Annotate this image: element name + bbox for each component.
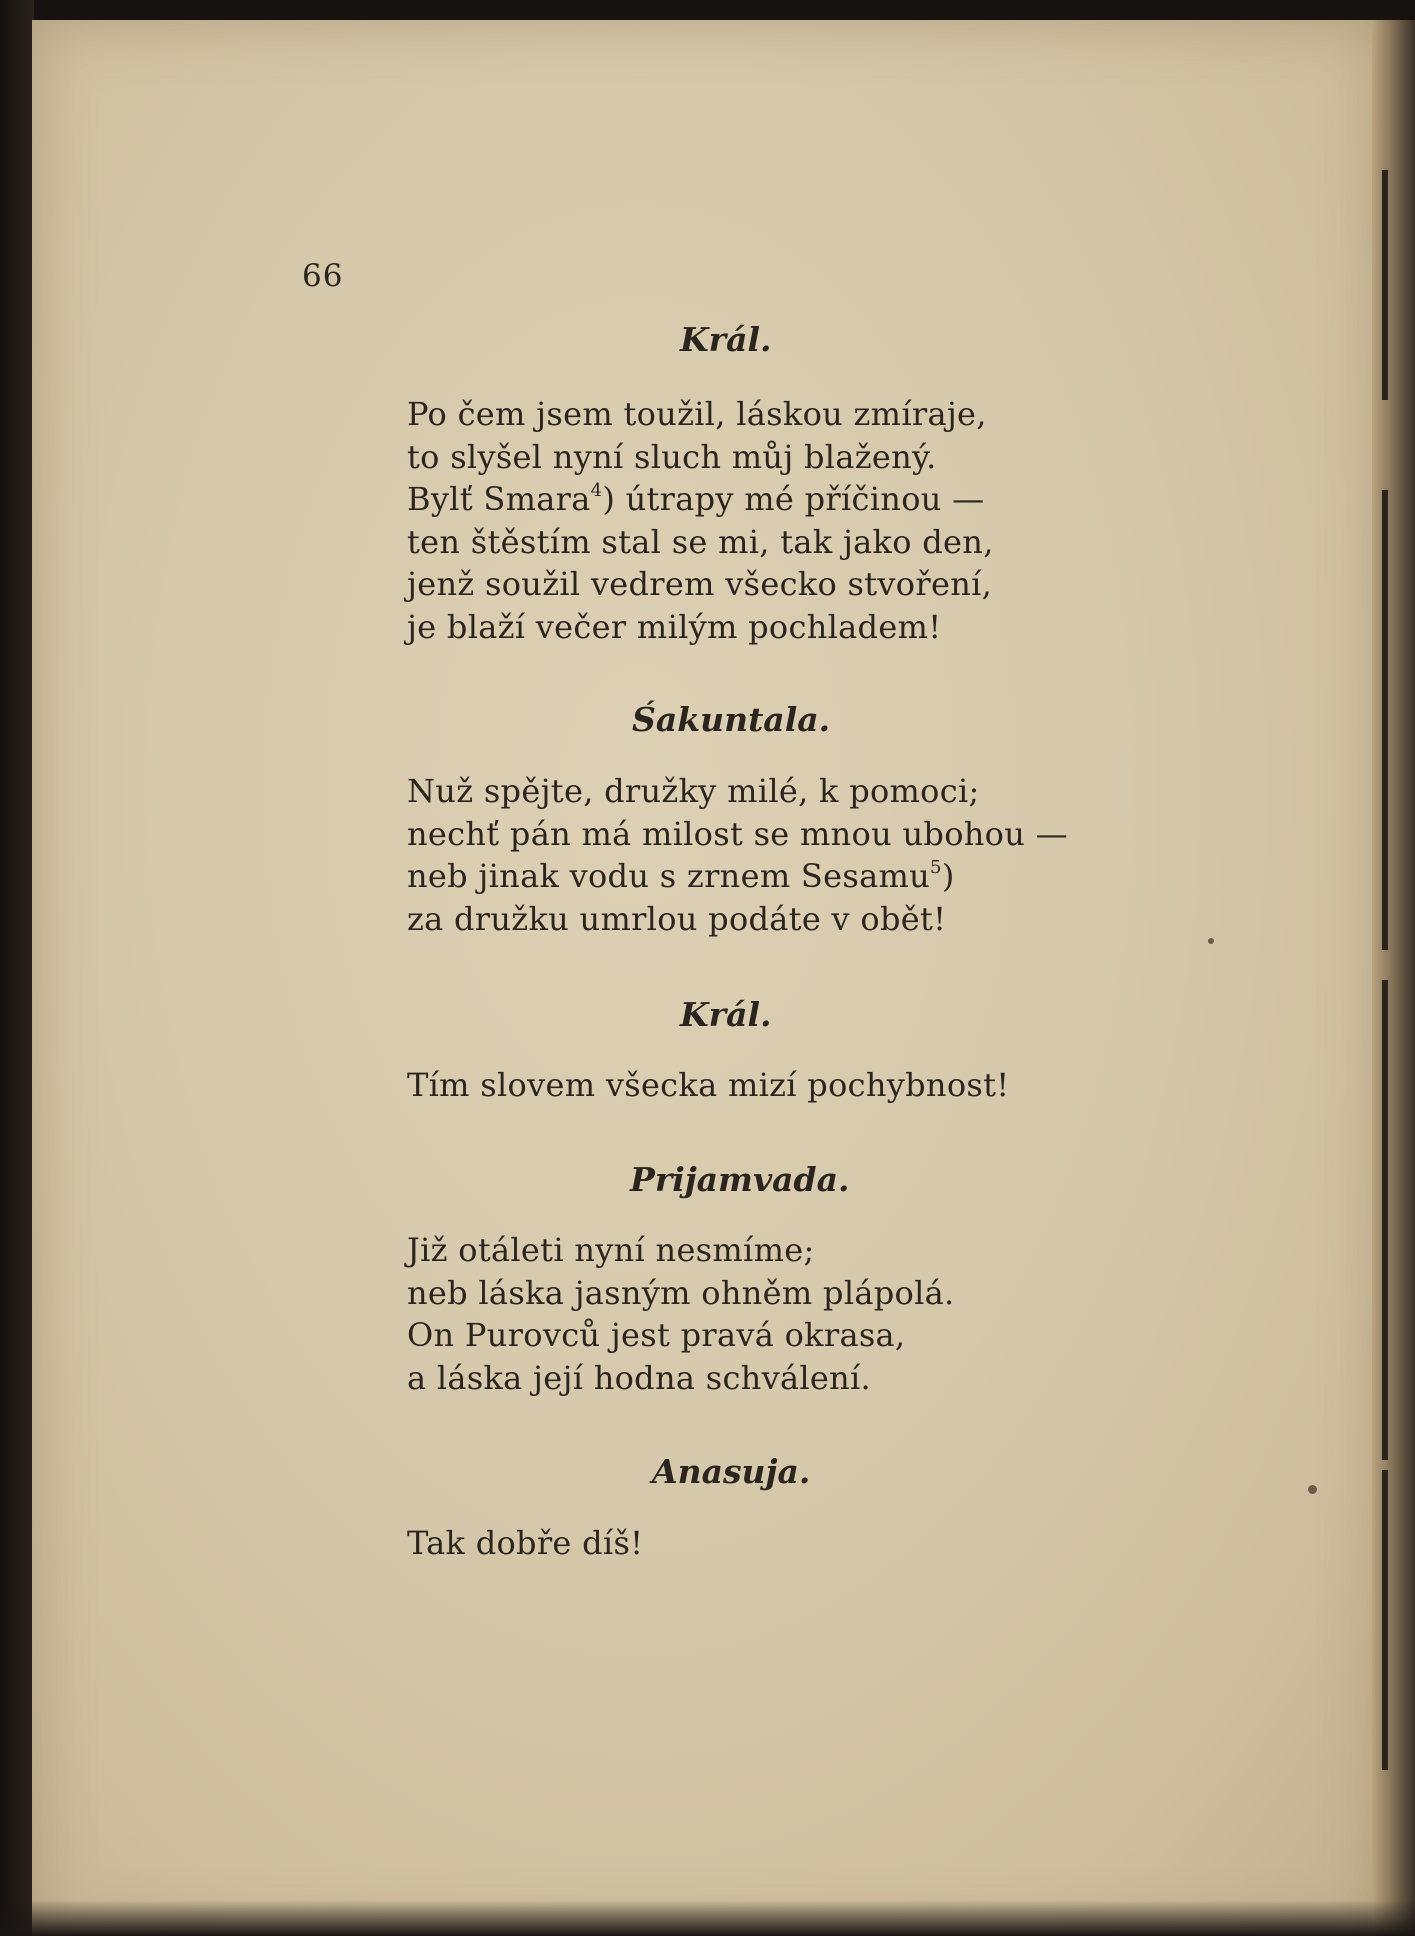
verse-line: Po čem jsem toužil, láskou zmíraje, <box>407 395 987 433</box>
verse-block <box>407 770 1068 940</box>
speaker-heading: Prijamvada. <box>630 1160 850 1199</box>
verse-line: a láska její hodna schválení. <box>407 1358 872 1397</box>
verse-line-part: neb jinak vodu s zrnem Sesamu <box>407 857 931 895</box>
footnote-mark: 4 <box>590 480 603 501</box>
verse-line: Již otáleti nyní nesmíme; <box>407 1231 815 1269</box>
speaker-heading: Anasuja. <box>652 1452 811 1491</box>
bottom-shadow <box>0 1900 1415 1936</box>
verse-line: jenž soužil vedrem všecko stvoření, <box>407 565 993 603</box>
verse-line: On Purovců jest pravá okrasa, <box>407 1316 906 1354</box>
paper-page <box>32 20 1382 1936</box>
verse-line <box>407 478 994 521</box>
verse-line: to slyšel nyní sluch můj blažený. <box>407 437 937 476</box>
left-shadow <box>0 0 34 1936</box>
verse-line: neb láska jasným ohněm plápolá. <box>407 1273 955 1312</box>
verse-line: je blaží večer milým pochladem! <box>407 607 942 646</box>
top-shadow <box>0 0 1415 22</box>
speaker-heading: Král. <box>680 320 772 359</box>
verse-line: Tím slovem všecka mizí pochybnost! <box>407 1066 1010 1104</box>
footnote-mark: 5 <box>930 857 942 878</box>
paper-speck <box>1308 1485 1317 1494</box>
verse-line <box>407 855 1068 898</box>
verse-line: nechť pán má milost se mnou ubohou — <box>407 814 1068 853</box>
verse-block <box>407 1522 643 1565</box>
verse-line-part: ) <box>941 857 955 895</box>
verse-line: Tak dobře díš! <box>407 1524 644 1562</box>
verse-line-part: ) útrapy mé příčinou — <box>602 480 985 518</box>
verse-line: ten štěstím stal se mi, tak jako den, <box>407 522 994 561</box>
verse-line-part: Bylť Smara <box>407 480 591 518</box>
verse-block <box>407 1229 954 1399</box>
speaker-heading: Král. <box>680 995 772 1034</box>
verse-line: Nuž spějte, družky milé, k pomoci; <box>407 772 980 810</box>
page-number: 66 <box>302 258 344 294</box>
page-edge <box>1372 20 1415 1936</box>
verse-line: za družku umrlou podáte v obět! <box>407 899 947 938</box>
verse-block <box>407 393 994 648</box>
speaker-heading: Śakuntala. <box>632 700 831 739</box>
verse-block <box>407 1064 1009 1107</box>
paper-speck <box>1208 938 1214 944</box>
